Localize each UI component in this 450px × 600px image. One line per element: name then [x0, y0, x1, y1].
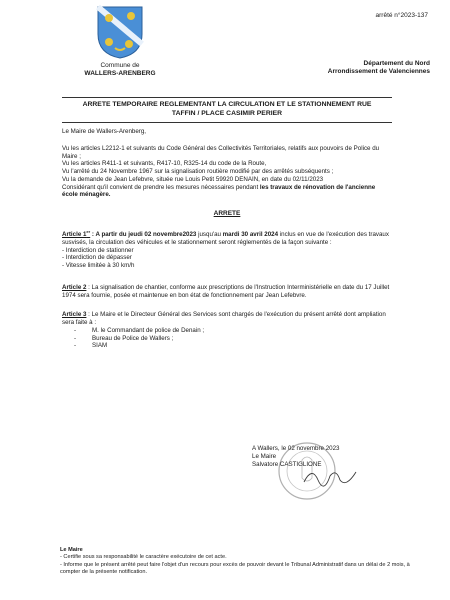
article-1: [62, 229, 392, 247]
vu-line-2: Vu les articles R411-1 et suivants, R417-10, R325-14 du code de la Route,: [62, 160, 267, 168]
commune-label: Commune de: [100, 62, 140, 69]
footer-line-1: - Certifie sous sa responsabilité le caractère exécutoire de cet acte.: [60, 554, 227, 561]
vu-line-4: Vu la demande de Jean Lefebvre, située rue Louis Petit 59920 DENAIN, en date du 02/11/2023: [62, 175, 324, 183]
footer-line-2: - Informe que le présent arrêté peut faire l'objet d'un recours pour excès de pouvoir devant le Tribunal Administratif dans un délai de 2 mois, à compter de la présente notification.: [60, 561, 410, 575]
recipient-item: - M. le Commandant de police de Denain ;: [92, 327, 392, 335]
measure-item: - Vitesse limitée à 30 km/h: [62, 262, 135, 270]
article-1-until: jusqu'au: [196, 231, 223, 239]
decree-title-line-2: TAFFIN / PLACE CASIMIR PERIER: [171, 109, 283, 117]
signature-role: Le Maire: [252, 452, 277, 460]
article-1-text: inclus en vue de l'exécution des travaux susvisés, la circulation des véhicules et le stationnement seront réglementés de la façon suivante :: [62, 231, 389, 246]
article-2: [62, 284, 392, 300]
vu-line-3: Vu l'arrêté du 24 Novembre 1967 sur la signalisation routière modifié par des arrêtés subséquents ;: [62, 168, 334, 175]
decree-number: arrêté n°2023-137: [375, 12, 428, 19]
article-3-recipients: [62, 327, 392, 350]
department-name: Département du Nord: [363, 60, 430, 67]
decree-body: [62, 128, 392, 350]
decree-title-line-1: ARRETE TEMPORAIRE REGLEMENTANT LA CIRCULATION ET LE STATIONNEMENT RUE: [82, 101, 372, 108]
article-1-from: A partir du: [95, 231, 129, 239]
article-1-label: Article 1er: [62, 229, 91, 239]
article-2-label: Article 2: [62, 283, 87, 291]
article-1-start-date: jeudi 02 novembre2023: [128, 231, 197, 239]
commune-name: WALLERS-ARENBERG: [84, 70, 156, 78]
commune-block: [60, 62, 180, 78]
arrondissement-name: Arrondissement de Valenciennes: [327, 68, 430, 76]
recipient-item: - Bureau de Police de Wallers ;: [92, 335, 392, 343]
measure-item: - Interdiction de dépasser: [62, 254, 132, 262]
signature-place-date: A Wallers, le 02 novembre 2023: [252, 445, 340, 452]
signature-name: Salvatore CASTIGLIONE: [252, 460, 322, 468]
considerant-paragraph: [62, 184, 392, 200]
article-2-text: : La signalisation de chantier, conforme aux prescriptions de l'Instruction Interministérielle en date du 17 Juillet 1974 sera fournie, posée et maintenue en bon état de fonctionnement par Jean Lefebvre.: [62, 283, 390, 299]
vu-line-1: Vu les articles L2212-1 et suivants du Code Général des Collectivités Territoriales, relatifs aux pouvoirs de Police du Maire ;: [62, 144, 380, 160]
decree-title: [62, 97, 392, 123]
signature-block: [252, 445, 402, 468]
department-block: [260, 60, 430, 76]
wallers-arenberg-coat-of-arms-icon: [95, 4, 145, 60]
article-3: [62, 311, 392, 327]
article-3-text: : Le Maire et le Directeur Général des Services sont chargés de l'exécution du présent arrêté dont ampliation sera faite à :: [62, 311, 386, 327]
recipient-item: - SIAM: [92, 342, 392, 350]
intro-line: Le Maire de Wallers-Arenberg,: [62, 128, 147, 135]
footer-heading: Le Maire: [60, 547, 83, 553]
measure-item: - Interdiction de stationner: [62, 246, 134, 254]
considerant-works: les travaux de rénovation de l'ancienne école ménagère.: [62, 183, 376, 199]
considerant-text: Considérant qu'il convient de prendre les mesures nécessaires pendant: [62, 183, 260, 191]
article-1-sep: :: [90, 231, 96, 239]
article-3-label: Article 3: [62, 311, 87, 319]
article-1-end-date: mardi 30 avril 2024: [222, 231, 279, 239]
arrete-heading: ARRETE: [213, 210, 241, 217]
article-1-measures: [62, 247, 392, 270]
footer-notice: [60, 547, 420, 576]
